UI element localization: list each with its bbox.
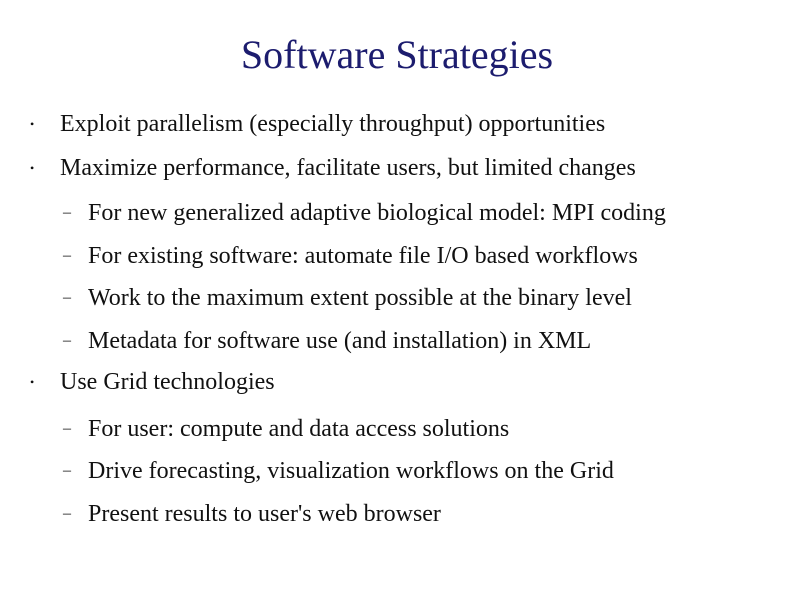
- dash-icon: –: [63, 462, 71, 479]
- sub-bullet-text: For user: compute and data access solutions: [88, 416, 510, 442]
- bullet-icon: •: [30, 375, 35, 389]
- dash-icon: –: [63, 332, 71, 349]
- sub-bullet-text: Drive forecasting, visualization workflows on the Grid: [88, 458, 614, 484]
- slide-title: Software Strategies: [240, 32, 554, 77]
- dash-icon: –: [63, 420, 71, 437]
- bullet-icon: •: [30, 117, 35, 131]
- bullet-text: Exploit parallelism (especially throughput) opportunities: [60, 111, 606, 137]
- dash-icon: –: [63, 289, 71, 306]
- sub-bullet-text: Work to the maximum extent possible at the binary level: [88, 285, 632, 311]
- bullet-icon: •: [30, 161, 35, 175]
- sub-bullet-text: Present results to user's web browser: [88, 501, 441, 527]
- dash-icon: –: [63, 247, 71, 264]
- dash-icon: –: [63, 204, 71, 221]
- sub-bullet-text: For new generalized adaptive biological model: MPI coding: [88, 200, 666, 226]
- sub-bullet-text: Metadata for software use (and installation) in XML: [88, 328, 592, 354]
- bullet-text: Maximize performance, facilitate users, but limited changes: [60, 155, 636, 181]
- sub-bullet-text: For existing software: automate file I/O based workflows: [88, 243, 638, 269]
- dash-icon: –: [63, 505, 71, 522]
- bullet-text: Use Grid technologies: [60, 369, 275, 395]
